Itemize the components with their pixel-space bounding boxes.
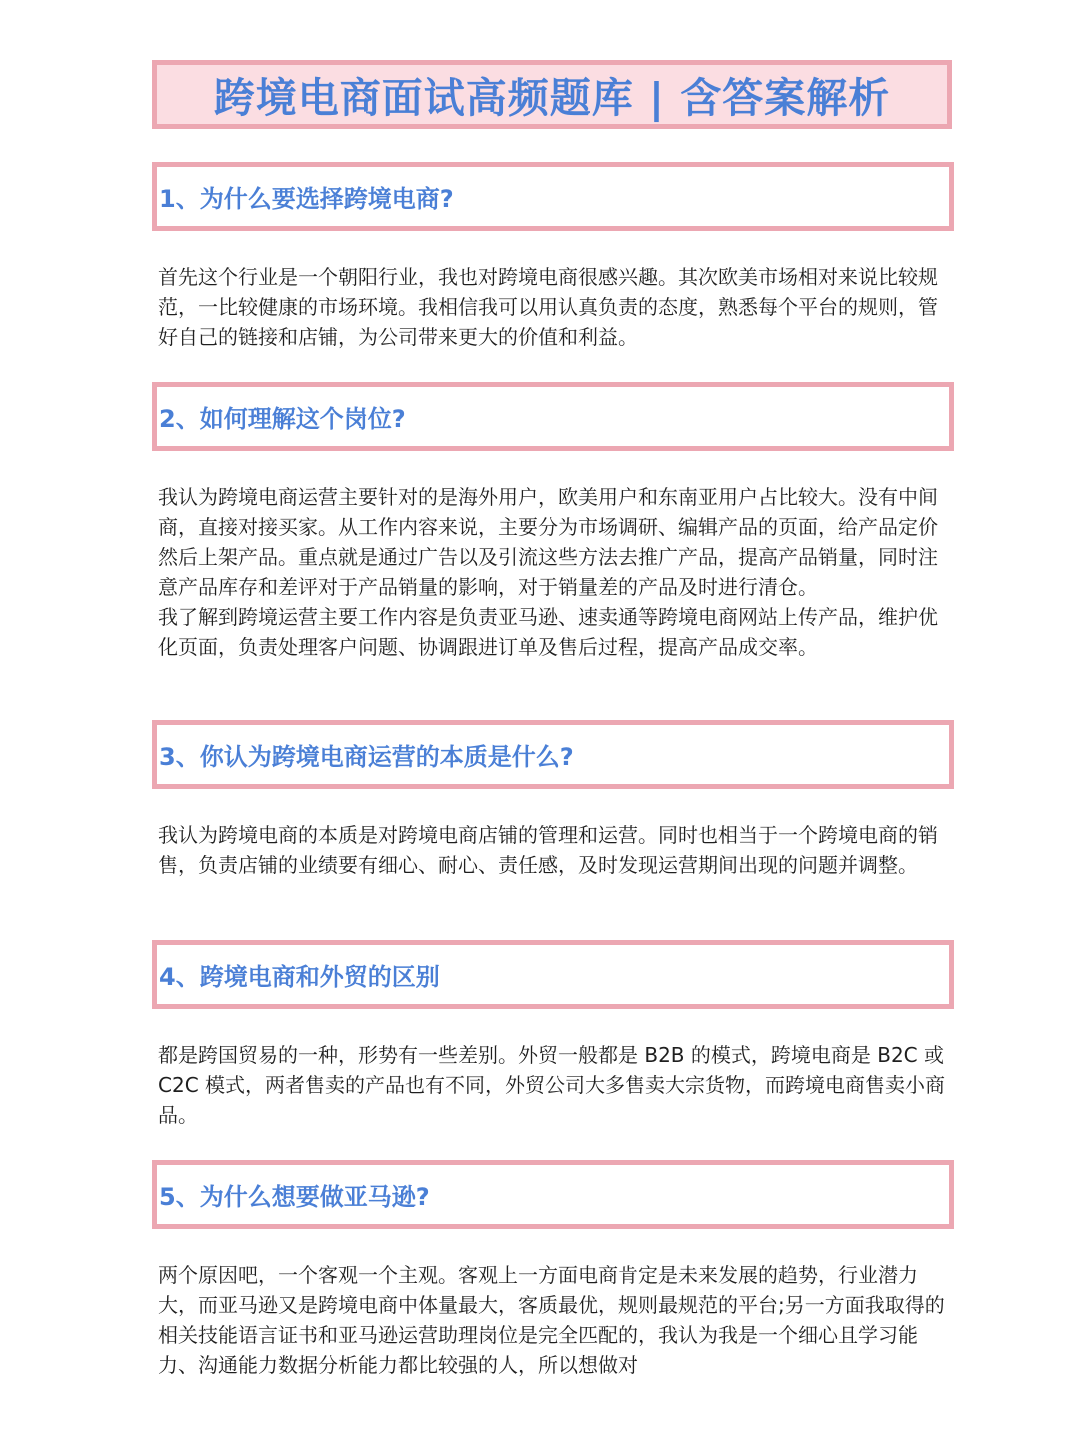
answer-paragraph: 首先这个行业是一个朝阳行业，我也对跨境电商很感兴趣。其次欧美市场相对来说比较规范，一比较健康的市场环境。我相信我可以用认真负责的态度，熟悉每个平台的规则，管好自己的链接和店铺，为公司带来更大的价值和利益。: [158, 265, 938, 349]
question-heading: 5、为什么想要做亚马逊?: [159, 1183, 430, 1211]
answer-block-5: [158, 1260, 954, 1380]
answer-paragraph: 我了解到跨境运营主要工作内容是负责亚马逊、速卖通等跨境电商网站上传产品，维护优化页面，负责处理客户问题、协调跟进订单及售后过程，提高产品成交率。: [158, 605, 938, 659]
title-banner: [152, 60, 952, 129]
answer-block-4: [158, 1040, 954, 1130]
answer-paragraph: 两个原因吧，一个客观一个主观。客观上一方面电商肯定是未来发展的趋势，行业潜力大，而亚马逊又是跨境电商中体量最大，客质最优，规则最规范的平台;另一方面我取得的相关技能语言证书和亚马逊运营助理岗位是完全匹配的，我认为我是一个细心且学习能力、沟通能力数据分析能力都比较强的人，所以想做对: [158, 1263, 945, 1377]
answer-paragraph: 都是跨国贸易的一种，形势有一些差别。外贸一般都是 B2B 的模式，跨境电商是 B2C 或 C2C 模式，两者售卖的产品也有不同，外贸公司大多售卖大宗货物，而跨境电商售卖小商品。: [158, 1043, 946, 1127]
answer-block-2: [158, 482, 954, 662]
question-heading: 4、跨境电商和外贸的区别: [159, 963, 440, 991]
answer-paragraph: 我认为跨境电商的本质是对跨境电商店铺的管理和运营。同时也相当于一个跨境电商的销售，负责店铺的业绩要有细心、耐心、责任感，及时发现运营期间出现的问题并调整。: [158, 823, 938, 877]
question-heading: 1、为什么要选择跨境电商?: [159, 185, 454, 213]
question-box-1: [152, 162, 954, 231]
question-box-2: [152, 382, 954, 451]
answer-paragraph: 我认为跨境电商运营主要针对的是海外用户，欧美用户和东南亚用户占比较大。没有中间商，直接对接买家。从工作内容来说，主要分为市场调研、编辑产品的页面，给产品定价然后上架产品。重点就是通过广告以及引流这些方法去推广产品，提高产品销量，同时注意产品库存和差评对于产品销量的影响，对于销量差的产品及时进行清仓。: [158, 485, 938, 599]
page-title: 跨境电商面试高频题库 | 含答案解析: [213, 74, 891, 122]
question-box-3: [152, 720, 954, 789]
answer-block-1: [158, 262, 954, 352]
question-box-5: [152, 1160, 954, 1229]
question-box-4: [152, 940, 954, 1009]
question-heading: 2、如何理解这个岗位?: [159, 405, 406, 433]
answer-block-3: [158, 820, 954, 880]
question-heading: 3、你认为跨境电商运营的本质是什么?: [159, 743, 574, 771]
